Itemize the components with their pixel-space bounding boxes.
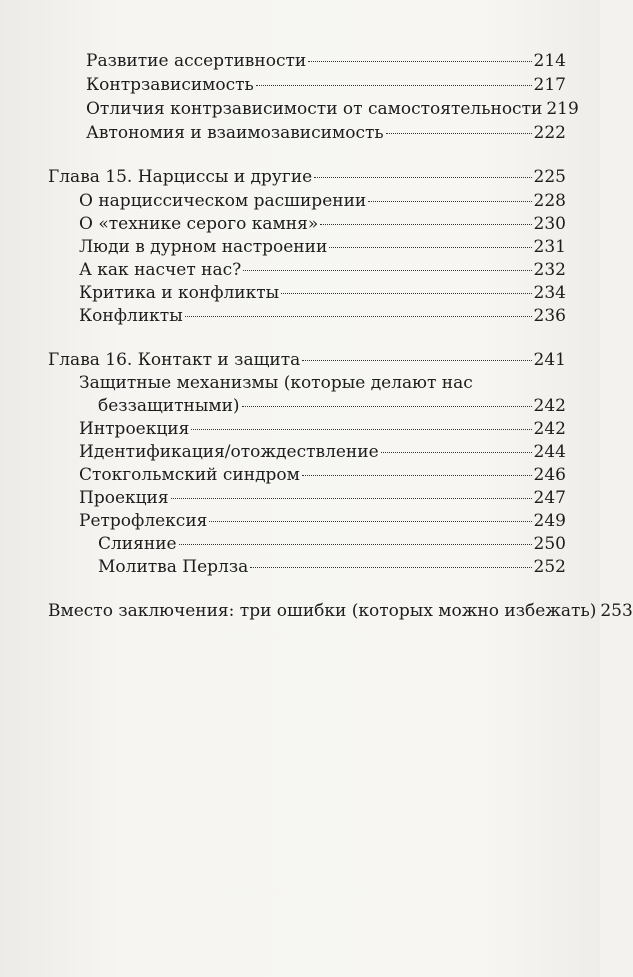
toc-entry-page: 241 xyxy=(533,350,566,370)
dot-leader xyxy=(191,429,531,430)
dot-leader xyxy=(243,270,531,271)
dot-leader xyxy=(381,452,532,453)
toc-entry-page: 231 xyxy=(533,237,566,257)
toc-entry-title: Стокгольмский синдром xyxy=(79,465,300,485)
toc-entry-title: беззащитными) xyxy=(98,396,240,416)
toc-chapter-entry xyxy=(48,600,633,622)
dot-leader xyxy=(281,293,531,294)
toc-entry-title: Слияние xyxy=(98,534,177,554)
toc-entry xyxy=(79,441,566,463)
toc-entry-page: 225 xyxy=(533,167,566,187)
dot-leader xyxy=(171,498,532,499)
toc-entry-title: Глава 15. Нарциссы и другие xyxy=(48,167,313,187)
dot-leader xyxy=(320,224,531,225)
toc-entry-page: 214 xyxy=(533,51,566,71)
toc-entry-title: Глава 16. Контакт и защита xyxy=(48,350,301,370)
toc-entry-page: 250 xyxy=(533,534,566,554)
toc-entry-title: О «технике серого камня» xyxy=(79,214,319,234)
toc-entry xyxy=(79,305,566,327)
toc-entry-title: Отличия контрзависимости от самостоятельности xyxy=(86,99,543,119)
toc-entry-page: 222 xyxy=(533,123,566,143)
toc-entry xyxy=(86,122,566,144)
toc-entry-page: 246 xyxy=(533,465,566,485)
toc-entry-title: Автономия и взаимозависимость xyxy=(86,123,384,143)
show-through-text xyxy=(0,630,600,977)
toc-entry-page: 230 xyxy=(533,214,566,234)
toc-entry xyxy=(79,190,566,212)
toc-entry-title: Молитва Перлза xyxy=(98,557,249,577)
toc-entry-title: О нарциссическом расширении xyxy=(79,191,367,211)
toc-entry xyxy=(86,74,566,96)
dot-leader xyxy=(302,360,531,361)
dot-leader xyxy=(329,247,531,248)
dot-leader xyxy=(308,61,531,62)
toc-entry-title: Проекция xyxy=(79,488,169,508)
toc-chapter-entry xyxy=(48,166,566,188)
toc-entry-page: 228 xyxy=(533,191,566,211)
toc-entry-page: 232 xyxy=(533,260,566,280)
toc-entry-page: 234 xyxy=(533,283,566,303)
toc-entry-page: 217 xyxy=(533,75,566,95)
toc-entry-page: 247 xyxy=(533,488,566,508)
toc-entry-title-line: Защитные механизмы (которые делают нас xyxy=(79,373,473,393)
toc-chapter-entry xyxy=(48,349,566,371)
toc-entry-title: Контрзависимость xyxy=(86,75,254,95)
toc-entry-title: Интроекция xyxy=(79,419,190,439)
toc-entry-title: Развитие ассертивности xyxy=(86,51,307,71)
dot-leader xyxy=(314,177,531,178)
toc-entry xyxy=(79,487,566,509)
dot-leader xyxy=(179,544,532,545)
dot-leader xyxy=(242,406,532,407)
toc-entry xyxy=(98,395,566,417)
toc-entry-title: Критика и конфликты xyxy=(79,283,280,303)
dot-leader xyxy=(250,567,531,568)
toc-entry-title: А как насчет нас? xyxy=(79,260,242,280)
toc-entry-title: Ретрофлексия xyxy=(79,511,208,531)
toc-entry xyxy=(79,259,566,281)
toc-entry xyxy=(98,533,566,555)
toc-entry xyxy=(79,282,566,304)
toc-entry xyxy=(98,556,566,578)
dot-leader xyxy=(368,201,531,202)
toc-entry-page: 252 xyxy=(533,557,566,577)
toc-entry-page: 219 xyxy=(546,99,579,119)
toc-entry-page: 236 xyxy=(533,306,566,326)
toc-entry xyxy=(86,50,566,72)
dot-leader xyxy=(386,133,532,134)
toc-entry-title: Конфликты xyxy=(79,306,183,326)
toc-entry xyxy=(79,464,566,486)
toc-entry xyxy=(86,98,579,120)
toc-entry xyxy=(79,236,566,258)
toc-entry xyxy=(79,213,566,235)
toc-entry xyxy=(79,418,566,440)
toc-entry-page: 242 xyxy=(533,419,566,439)
toc-entry-title: Вместо заключения: три ошибки (которых можно избежать) xyxy=(48,601,597,621)
toc-entry-page: 244 xyxy=(533,442,566,462)
dot-leader xyxy=(256,85,532,86)
toc-entry-page: 249 xyxy=(533,511,566,531)
dot-leader xyxy=(209,521,531,522)
dot-leader xyxy=(185,316,532,317)
toc-entry-title: Идентификация/отождествление xyxy=(79,442,379,462)
dot-leader xyxy=(302,475,532,476)
toc-entry-page: 242 xyxy=(533,396,566,416)
toc-entry-title: Люди в дурном настроении xyxy=(79,237,328,257)
toc-entry-page: 253 xyxy=(600,601,633,621)
toc-entry xyxy=(79,510,566,532)
